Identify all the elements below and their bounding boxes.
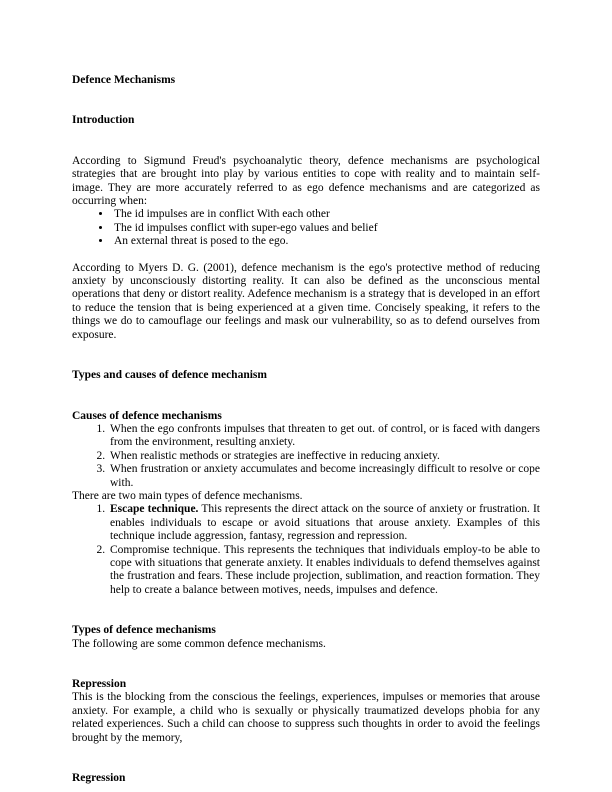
list-item: 3. When frustration or anxiety accumulates and become increasingly difficult to resolve or cope with. <box>108 463 540 490</box>
regression-heading: Regression <box>72 772 126 785</box>
types-and-causes-heading: Types and causes of defence mechanism <box>72 369 267 382</box>
repression-heading: Repression <box>72 678 127 690</box>
document-title: Defence Mechanisms <box>72 74 176 86</box>
escape-technique-text: This represents the direct attack on the source of anxiety or frustration. It enables individuals to escape or avoid situations that arouse anxiety. Examples of this technique include aggression, fantasy, regression and repression. <box>110 503 541 543</box>
introduction-heading: Introduction <box>72 114 135 127</box>
types-intro-line: The following are some common defence mechanisms. <box>72 637 326 650</box>
escape-technique-label: Escape technique. <box>110 503 199 516</box>
list-item <box>108 503 540 543</box>
types-of-defence-heading: Types of defence mechanisms <box>72 624 216 637</box>
techniques-list <box>72 503 540 597</box>
bullet-item: • The id impulses conflict with super-ego values and belief <box>112 222 540 235</box>
introduction-bullet-list <box>72 208 540 248</box>
list-item: 1. When the ego confronts impulses that threaten to get out. of control, or is faced with dangers from the environment, resulting anxiety. <box>108 423 540 450</box>
repression-paragraph: This is the blocking from the conscious the feelings, experiences, impulses or memories that arouse anxiety. For example, a child who is sexually or physically traumatized develops phobia for any related experiences. Such a child can choose to suppress such thoughts in order to avoid the feelings brought by the memory, <box>72 691 540 744</box>
two-types-line: There are two main types of defence mechanisms. <box>72 489 303 502</box>
causes-heading: Causes of defence mechanisms <box>72 409 222 422</box>
bullet-item: • An external threat is posed to the ego. <box>112 235 540 248</box>
list-item: 2. Compromise technique. This represents the techniques that individuals employ-to be able to cope with situations that generate anxiety. It enables individuals to defend themselves against the frustration and fears. These include projection, sublimation, and reaction formation. They help to create a balance between motives, needs, impulses and defence. <box>108 544 540 598</box>
introduction-paragraph: According to Sigmund Freud's psychoanalytic theory, defence mechanisms are psychological strategies that are brought into play by various entities to cope with reality and to maintain self-image. They are more accurately referred to as ego defence mechanisms and are categorized as occurring when: <box>72 154 540 208</box>
myers-paragraph: According to Myers D. G. (2001), defence mechanism is the ego's protective method of reducing anxiety by unconsciously distorting reality. It can also be defined as the unconscious mental operations that deny or distort reality. Adefence mechanism is a strategy that is developed in an effort to reduce the tension that is being experienced at a given time. Concisely speaking, it refers to the things we do to camouflage our feelings and mask our vulnerability, so as to defend ourselves from exposure. <box>72 261 540 341</box>
bullet-item: • The id impulses are in conflict With each other <box>112 208 540 221</box>
list-item: 2. When realistic methods or strategies are ineffective in reducing anxiety. <box>108 450 540 463</box>
causes-list <box>72 423 540 490</box>
